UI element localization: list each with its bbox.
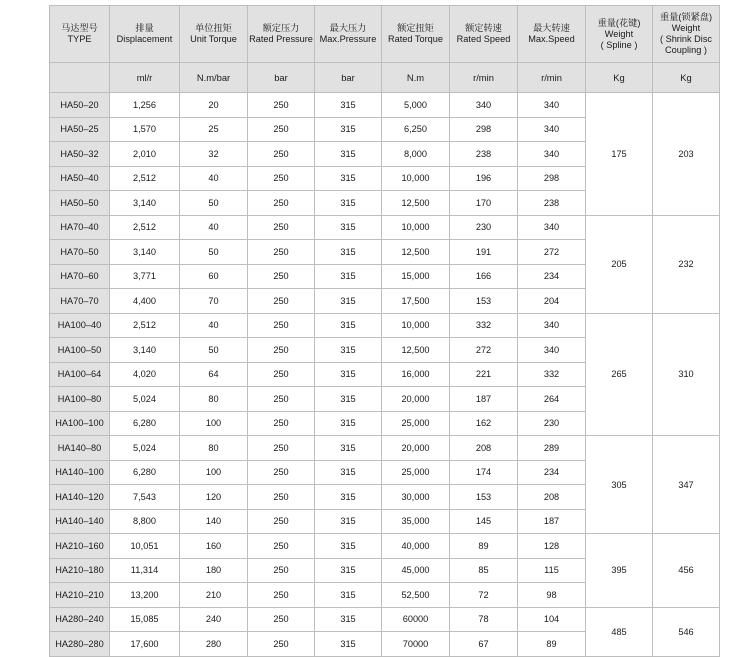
cell-value: 78 xyxy=(450,607,518,632)
cell-value: 210 xyxy=(180,583,248,608)
cell-value: 8,000 xyxy=(382,142,450,167)
cell-value: 60000 xyxy=(382,607,450,632)
cell-value: 64 xyxy=(180,362,248,387)
cell-value: 250 xyxy=(248,411,315,436)
col-header-en: Rated Pressure xyxy=(249,34,313,44)
cell-value: 6,280 xyxy=(110,460,180,485)
cell-value: 315 xyxy=(315,460,382,485)
cell-value: 10,051 xyxy=(110,534,180,559)
unit-cell: bar xyxy=(315,63,382,93)
cell-type: HA70–60 xyxy=(50,264,110,289)
cell-value: 250 xyxy=(248,313,315,338)
cell-value: 250 xyxy=(248,460,315,485)
col-header-rated-pressure xyxy=(248,6,315,63)
cell-value: 187 xyxy=(518,509,586,534)
cell-value: 145 xyxy=(450,509,518,534)
cell-type: HA100–50 xyxy=(50,338,110,363)
cell-value: 250 xyxy=(248,583,315,608)
col-header-en: Coupling ) xyxy=(665,45,707,55)
cell-value: 315 xyxy=(315,93,382,118)
cell-value: 100 xyxy=(180,411,248,436)
table-body xyxy=(50,93,720,657)
cell-value: 52,500 xyxy=(382,583,450,608)
cell-value: 4,020 xyxy=(110,362,180,387)
cell-value: 196 xyxy=(450,166,518,191)
cell-type: HA70–50 xyxy=(50,240,110,265)
unit-cell: ml/r xyxy=(110,63,180,93)
cell-value: 250 xyxy=(248,240,315,265)
cell-type: HA140–140 xyxy=(50,509,110,534)
unit-cell: N.m xyxy=(382,63,450,93)
table-row xyxy=(50,534,720,559)
table-row xyxy=(50,436,720,461)
cell-value: 250 xyxy=(248,632,315,657)
cell-type: HA70–40 xyxy=(50,215,110,240)
motor-spec-table xyxy=(49,5,720,657)
cell-weight-shrink: 310 xyxy=(653,313,720,436)
cell-type: HA280–240 xyxy=(50,607,110,632)
col-header-max-speed xyxy=(518,6,586,63)
cell-type: HA70–70 xyxy=(50,289,110,314)
cell-value: 315 xyxy=(315,436,382,461)
cell-value: 50 xyxy=(180,191,248,216)
col-header-rated-torque xyxy=(382,6,450,63)
cell-value: 20,000 xyxy=(382,387,450,412)
cell-type: HA50–50 xyxy=(50,191,110,216)
cell-value: 315 xyxy=(315,117,382,142)
cell-value: 250 xyxy=(248,191,315,216)
col-header-type-cn: 马达型号 xyxy=(61,23,98,33)
cell-weight-spline: 395 xyxy=(586,534,653,608)
cell-value: 250 xyxy=(248,485,315,510)
cell-value: 153 xyxy=(450,485,518,510)
cell-value: 315 xyxy=(315,313,382,338)
cell-weight-shrink: 347 xyxy=(653,436,720,534)
cell-value: 315 xyxy=(315,240,382,265)
cell-value: 340 xyxy=(518,313,586,338)
cell-value: 272 xyxy=(450,338,518,363)
cell-value: 89 xyxy=(518,632,586,657)
cell-value: 3,771 xyxy=(110,264,180,289)
table-row xyxy=(50,607,720,632)
cell-value: 315 xyxy=(315,166,382,191)
unit-cell: Kg xyxy=(586,63,653,93)
cell-type: HA50–25 xyxy=(50,117,110,142)
cell-weight-shrink: 232 xyxy=(653,215,720,313)
cell-weight-spline: 305 xyxy=(586,436,653,534)
cell-value: 7,543 xyxy=(110,485,180,510)
cell-value: 180 xyxy=(180,558,248,583)
cell-value: 70 xyxy=(180,289,248,314)
cell-value: 280 xyxy=(180,632,248,657)
col-header-cn: 重量(锁紧盘) xyxy=(659,12,713,22)
cell-type: HA280–280 xyxy=(50,632,110,657)
cell-value: 191 xyxy=(450,240,518,265)
cell-value: 40 xyxy=(180,215,248,240)
cell-type: HA140–80 xyxy=(50,436,110,461)
spec-table-wrapper xyxy=(49,5,720,657)
cell-value: 15,000 xyxy=(382,264,450,289)
col-header-cn: 最大压力 xyxy=(329,23,367,33)
cell-value: 204 xyxy=(518,289,586,314)
cell-value: 16,000 xyxy=(382,362,450,387)
cell-type: HA210–160 xyxy=(50,534,110,559)
cell-value: 332 xyxy=(518,362,586,387)
cell-weight-spline: 485 xyxy=(586,607,653,656)
cell-value: 10,000 xyxy=(382,313,450,338)
unit-cell: r/min xyxy=(450,63,518,93)
cell-value: 315 xyxy=(315,215,382,240)
cell-value: 89 xyxy=(450,534,518,559)
cell-value: 166 xyxy=(450,264,518,289)
cell-value: 272 xyxy=(518,240,586,265)
cell-value: 8,800 xyxy=(110,509,180,534)
cell-value: 208 xyxy=(450,436,518,461)
col-header-cn: 最大转速 xyxy=(533,23,570,33)
cell-weight-spline: 265 xyxy=(586,313,653,436)
cell-value: 315 xyxy=(315,191,382,216)
cell-value: 20 xyxy=(180,93,248,118)
col-header-en: Displacement xyxy=(116,34,173,44)
cell-value: 6,280 xyxy=(110,411,180,436)
header-row xyxy=(50,6,720,63)
col-header-cn: 单位扭矩 xyxy=(195,23,232,33)
cell-value: 30,000 xyxy=(382,485,450,510)
cell-value: 240 xyxy=(180,607,248,632)
col-header-type-en: TYPE xyxy=(67,34,92,44)
cell-value: 1,570 xyxy=(110,117,180,142)
unit-row xyxy=(50,63,720,93)
cell-value: 11,314 xyxy=(110,558,180,583)
col-header-en: ( Spline ) xyxy=(600,39,638,50)
cell-value: 2,512 xyxy=(110,215,180,240)
unit-cell: r/min xyxy=(518,63,586,93)
col-header-rated-speed xyxy=(450,6,518,63)
cell-value: 162 xyxy=(450,411,518,436)
col-header-type xyxy=(50,6,110,63)
unit-cell: Kg xyxy=(653,63,720,93)
cell-value: 250 xyxy=(248,264,315,289)
cell-value: 17,600 xyxy=(110,632,180,657)
cell-weight-shrink: 546 xyxy=(653,607,720,656)
cell-value: 208 xyxy=(518,485,586,510)
col-header-cn: 额定压力 xyxy=(262,23,300,33)
cell-type: HA100–80 xyxy=(50,387,110,412)
cell-value: 67 xyxy=(450,632,518,657)
cell-value: 250 xyxy=(248,558,315,583)
col-header-cn: 额定转速 xyxy=(465,23,502,33)
col-header-en: ( Shrink Disc xyxy=(659,34,713,44)
cell-value: 45,000 xyxy=(382,558,450,583)
col-header-en: Max.Pressure xyxy=(319,34,377,44)
cell-value: 315 xyxy=(315,485,382,510)
cell-value: 264 xyxy=(518,387,586,412)
cell-value: 12,500 xyxy=(382,191,450,216)
col-header-cn: 额定扭矩 xyxy=(397,23,434,33)
cell-value: 80 xyxy=(180,387,248,412)
cell-value: 340 xyxy=(518,338,586,363)
cell-value: 3,140 xyxy=(110,191,180,216)
cell-value: 298 xyxy=(450,117,518,142)
cell-value: 250 xyxy=(248,93,315,118)
cell-value: 250 xyxy=(248,387,315,412)
cell-value: 12,500 xyxy=(382,338,450,363)
cell-value: 238 xyxy=(450,142,518,167)
cell-value: 128 xyxy=(518,534,586,559)
unit-cell: N.m/bar xyxy=(180,63,248,93)
table-row xyxy=(50,93,720,118)
cell-type: HA50–20 xyxy=(50,93,110,118)
cell-value: 340 xyxy=(450,93,518,118)
cell-value: 104 xyxy=(518,607,586,632)
cell-value: 5,000 xyxy=(382,93,450,118)
cell-value: 140 xyxy=(180,509,248,534)
cell-value: 25,000 xyxy=(382,460,450,485)
cell-value: 250 xyxy=(248,436,315,461)
cell-value: 332 xyxy=(450,313,518,338)
cell-type: HA210–210 xyxy=(50,583,110,608)
cell-value: 4,400 xyxy=(110,289,180,314)
cell-value: 6,250 xyxy=(382,117,450,142)
cell-type: HA100–100 xyxy=(50,411,110,436)
cell-weight-spline: 205 xyxy=(586,215,653,313)
cell-value: 115 xyxy=(518,558,586,583)
cell-value: 50 xyxy=(180,338,248,363)
cell-value: 250 xyxy=(248,509,315,534)
cell-value: 315 xyxy=(315,362,382,387)
col-header-cn: 排量 xyxy=(135,23,154,33)
cell-value: 298 xyxy=(518,166,586,191)
cell-value: 315 xyxy=(315,583,382,608)
cell-value: 250 xyxy=(248,362,315,387)
cell-value: 3,140 xyxy=(110,240,180,265)
table-row xyxy=(50,313,720,338)
col-header-en: Rated Speed xyxy=(456,34,511,44)
cell-value: 340 xyxy=(518,117,586,142)
cell-value: 3,140 xyxy=(110,338,180,363)
col-header-en: Unit Torque xyxy=(190,34,237,44)
cell-value: 315 xyxy=(315,338,382,363)
cell-value: 2,010 xyxy=(110,142,180,167)
unit-cell: bar xyxy=(248,63,315,93)
cell-value: 17,500 xyxy=(382,289,450,314)
unit-cell-type xyxy=(50,63,110,93)
table-row xyxy=(50,215,720,240)
cell-value: 315 xyxy=(315,607,382,632)
cell-value: 20,000 xyxy=(382,436,450,461)
cell-value: 25 xyxy=(180,117,248,142)
cell-type: HA100–64 xyxy=(50,362,110,387)
cell-value: 160 xyxy=(180,534,248,559)
cell-value: 5,024 xyxy=(110,436,180,461)
cell-value: 230 xyxy=(450,215,518,240)
cell-value: 289 xyxy=(518,436,586,461)
cell-value: 340 xyxy=(518,215,586,240)
cell-value: 120 xyxy=(180,485,248,510)
cell-value: 60 xyxy=(180,264,248,289)
cell-type: HA50–32 xyxy=(50,142,110,167)
col-header-en: Rated Torque xyxy=(388,34,443,44)
cell-value: 10,000 xyxy=(382,215,450,240)
cell-value: 10,000 xyxy=(382,166,450,191)
cell-value: 13,200 xyxy=(110,583,180,608)
cell-type: HA210–180 xyxy=(50,558,110,583)
cell-value: 170 xyxy=(450,191,518,216)
col-header-en: Weight xyxy=(604,28,634,39)
cell-value: 250 xyxy=(248,117,315,142)
cell-value: 315 xyxy=(315,558,382,583)
col-header-en: Weight xyxy=(671,23,701,33)
cell-value: 174 xyxy=(450,460,518,485)
cell-value: 250 xyxy=(248,166,315,191)
cell-value: 15,085 xyxy=(110,607,180,632)
cell-value: 230 xyxy=(518,411,586,436)
cell-value: 1,256 xyxy=(110,93,180,118)
cell-value: 250 xyxy=(248,142,315,167)
cell-value: 5,024 xyxy=(110,387,180,412)
cell-value: 315 xyxy=(315,289,382,314)
cell-value: 315 xyxy=(315,264,382,289)
col-header-en: Max.Speed xyxy=(528,34,575,44)
cell-value: 250 xyxy=(248,607,315,632)
cell-value: 50 xyxy=(180,240,248,265)
cell-value: 315 xyxy=(315,534,382,559)
col-header-weight-shrink xyxy=(653,6,720,63)
cell-value: 12,500 xyxy=(382,240,450,265)
cell-type: HA100–40 xyxy=(50,313,110,338)
cell-value: 40 xyxy=(180,166,248,191)
cell-value: 187 xyxy=(450,387,518,412)
cell-value: 40 xyxy=(180,313,248,338)
cell-value: 250 xyxy=(248,215,315,240)
cell-type: HA50–40 xyxy=(50,166,110,191)
cell-value: 250 xyxy=(248,289,315,314)
cell-weight-spline: 175 xyxy=(586,93,653,216)
col-header-max-pressure xyxy=(315,6,382,63)
cell-value: 315 xyxy=(315,411,382,436)
col-header-weight-spline xyxy=(586,6,653,63)
cell-weight-shrink: 456 xyxy=(653,534,720,608)
col-header-displacement xyxy=(110,6,180,63)
cell-value: 25,000 xyxy=(382,411,450,436)
cell-weight-shrink: 203 xyxy=(653,93,720,216)
cell-value: 70000 xyxy=(382,632,450,657)
cell-value: 238 xyxy=(518,191,586,216)
cell-value: 40,000 xyxy=(382,534,450,559)
cell-value: 221 xyxy=(450,362,518,387)
cell-type: HA140–120 xyxy=(50,485,110,510)
cell-value: 234 xyxy=(518,264,586,289)
cell-value: 80 xyxy=(180,436,248,461)
cell-value: 250 xyxy=(248,338,315,363)
cell-value: 315 xyxy=(315,387,382,412)
cell-value: 85 xyxy=(450,558,518,583)
cell-value: 2,512 xyxy=(110,313,180,338)
cell-value: 340 xyxy=(518,142,586,167)
cell-value: 234 xyxy=(518,460,586,485)
cell-value: 35,000 xyxy=(382,509,450,534)
cell-value: 72 xyxy=(450,583,518,608)
cell-value: 153 xyxy=(450,289,518,314)
cell-value: 98 xyxy=(518,583,586,608)
cell-value: 2,512 xyxy=(110,166,180,191)
col-header-cn: 重量(花键) xyxy=(597,17,641,28)
col-header-unit-torque xyxy=(180,6,248,63)
cell-value: 100 xyxy=(180,460,248,485)
cell-value: 340 xyxy=(518,93,586,118)
cell-value: 315 xyxy=(315,142,382,167)
cell-value: 315 xyxy=(315,632,382,657)
cell-value: 250 xyxy=(248,534,315,559)
cell-type: HA140–100 xyxy=(50,460,110,485)
cell-value: 315 xyxy=(315,509,382,534)
cell-value: 32 xyxy=(180,142,248,167)
